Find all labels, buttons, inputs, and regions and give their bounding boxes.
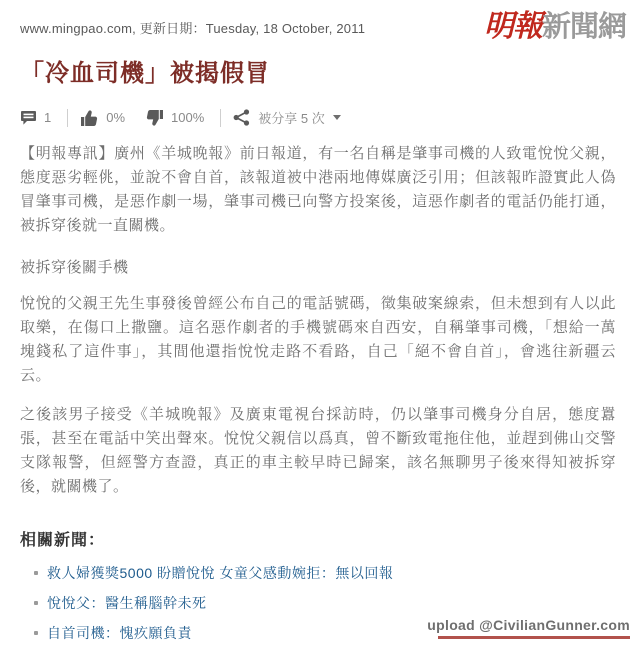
comment-icon xyxy=(20,110,37,126)
thumbs-up-icon xyxy=(80,109,99,127)
comments-button[interactable] xyxy=(20,110,55,126)
toolbar-divider xyxy=(67,109,68,127)
dateline: www.mingpao.com, 更新日期：Tuesday, 18 October, 2011 xyxy=(20,21,366,36)
article-subheading: 被拆穿後關手機 xyxy=(20,259,129,276)
chevron-down-icon xyxy=(333,115,341,120)
bullet-icon xyxy=(34,601,38,605)
share-button[interactable] xyxy=(233,108,340,127)
list-item xyxy=(34,564,616,582)
watermark xyxy=(427,617,630,639)
share-count-label: 被分享 5 次 xyxy=(258,111,325,126)
thumbs-down-percent: 100% xyxy=(171,110,205,125)
bullet-icon xyxy=(34,571,38,575)
toolbar-divider xyxy=(220,109,221,127)
share-icon xyxy=(233,109,250,126)
logo-news-text: 新聞網 xyxy=(541,11,626,43)
thumbs-down-icon xyxy=(145,109,164,127)
article-body xyxy=(20,142,616,499)
article-paragraph: 悅悅的父親王先生事發後曾經公布自己的電話號碼，徵集破案線索，但未想到有人以此取樂，在傷口上撒鹽。這名惡作劇者的手機號碼來自西安，自稱肇事司機，「想給一萬塊錢私了這件事」，其間他還指悅悅走路不看路，自己「絕不會自首」，會逃往新疆云云。 xyxy=(20,295,616,384)
related-news-heading: 相關新聞： xyxy=(20,532,106,549)
related-link-2[interactable]: 悅悅父：醫生稱腦幹未死 xyxy=(47,595,207,611)
bullet-icon xyxy=(34,631,38,635)
comment-count: 1 xyxy=(44,110,52,125)
article-paragraph: 【明報專訊】廣州《羊城晚報》前日報道，有一名自稱是肇事司機的人致電悅悅父親，態度惡劣輕佻，並說不會自首，該報道被中港兩地傳媒廣泛引用；但該報昨證實此人偽冒肇事司機，是惡作劇一場，肇事司機已向警方投案後，這惡作劇者的電話仍能打通，被拆穿後就一直關機。 xyxy=(20,145,616,234)
related-link-3[interactable]: 自首司機：愧疚願負責 xyxy=(47,625,192,641)
thumbs-up-percent: 0% xyxy=(106,110,126,125)
article-paragraph: 之後該男子接受《羊城晚報》及廣東電視台採訪時，仍以肇事司機身分自居，態度囂張，甚至在電話中笑出聲來。悅悅父親信以爲真，曾不斷致電拖住他，並趕到佛山交警支隊報警，但經警方查證，真正的車主較早時已歸案，該名無聊男子後來得知被拆穿後，就關機了。 xyxy=(20,406,616,495)
list-item xyxy=(34,594,616,612)
article-title: 「冷血司機」被揭假冒 xyxy=(20,60,270,87)
social-toolbar xyxy=(20,108,616,127)
mingpao-logo[interactable] xyxy=(484,12,626,42)
logo-mingpao-text: 明報 xyxy=(483,10,542,43)
watermark-underline xyxy=(438,636,630,639)
thumbs-down-button[interactable] xyxy=(145,109,208,127)
thumbs-up-button[interactable] xyxy=(80,109,129,127)
watermark-text: upload @CivilianGunner.com xyxy=(427,617,630,633)
related-link-1[interactable]: 救人婦獲獎5000 盼贈悅悅 女童父感動婉拒：無以回報 xyxy=(47,565,394,581)
